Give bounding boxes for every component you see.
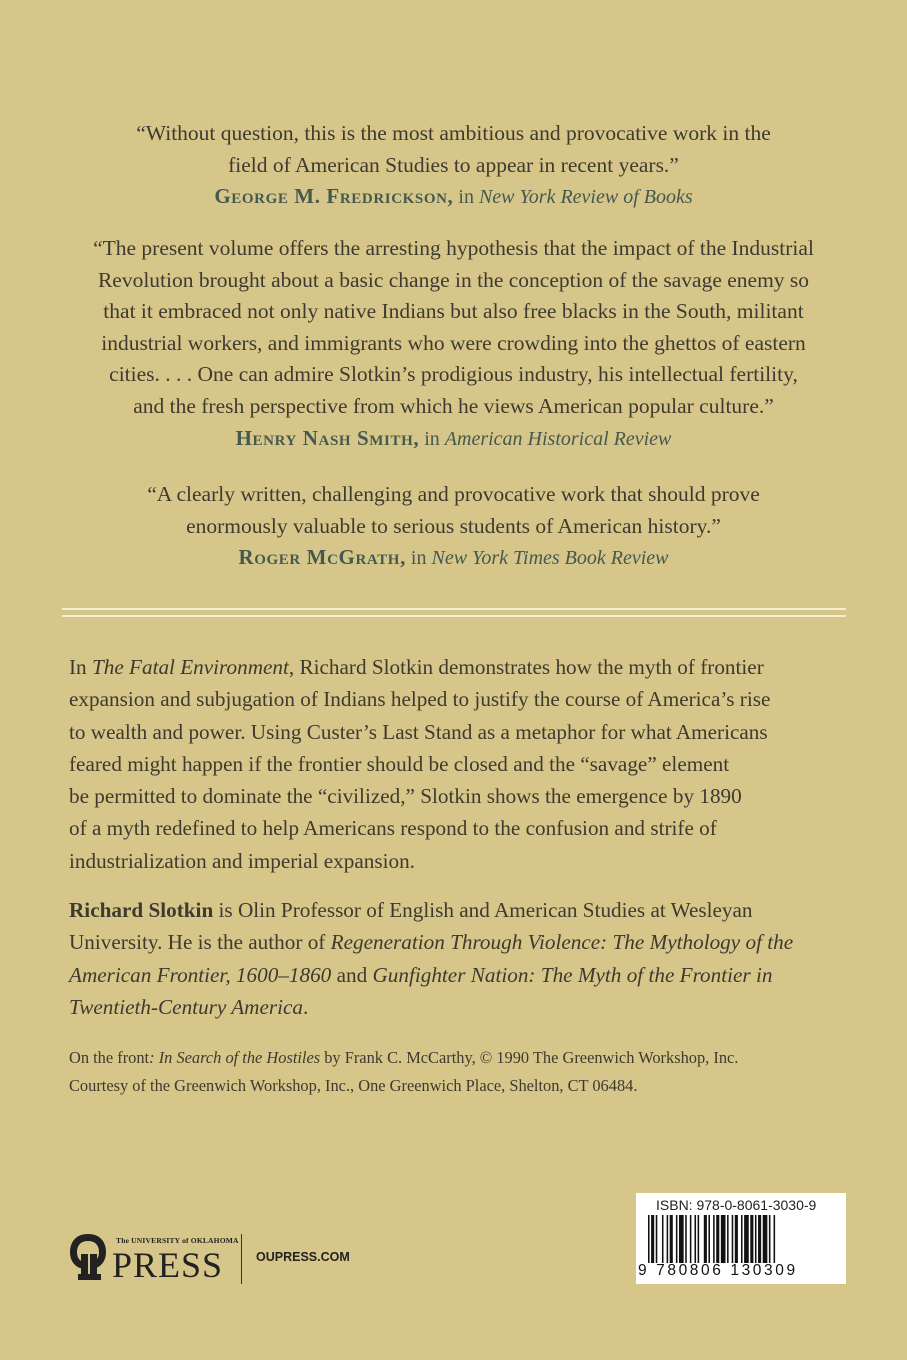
quote-attribution [60,423,847,456]
barcode-bar [763,1215,768,1263]
credit-rest: by Frank C. McCarthy, © 1990 The Greenwich Workshop, Inc. [320,1048,739,1067]
quote-line: Revolution brought about a basic change in the conception of the savage enemy so [97,267,810,292]
quote-line: field of American Studies to appear in recent years.” [228,152,679,177]
barcode-bar [648,1215,650,1263]
divider-rule [62,608,846,617]
barcode-digits: 9 780806 130309 [638,1262,798,1279]
barcode-bar [732,1215,734,1263]
credit-colon: : [149,1048,159,1067]
barcode-bar [698,1215,700,1263]
barcode-bar [735,1215,738,1263]
publisher-press: PRESS [112,1245,224,1285]
bio-text: University. He is the author of [69,930,331,955]
review-source: American Historical Review [444,427,672,450]
barcode-bar [679,1215,684,1263]
attribution-in: in [458,186,474,209]
barcode-bar [670,1215,673,1263]
logo-divider [241,1234,242,1284]
barcode-bar [716,1215,719,1263]
quote-attribution [60,181,847,214]
bio-line [69,959,844,991]
book-title: Gunfighter Nation: The Myth of the Frontier in [372,962,773,987]
barcode-bar [656,1215,658,1263]
quote-line: and the fresh perspective from which he views American popular culture.” [133,393,774,418]
isbn-barcode [636,1193,846,1284]
quote-line: enormously valuable to serious students of American history.” [186,513,721,538]
description-line: expansion and subjugation of Indians helped to justify the course of America’s rise [69,687,771,712]
ou-logo-icon [68,1232,112,1282]
description-line: of a myth redefined to help Americans respond to the confusion and strife of [69,816,717,841]
barcode-bar [695,1215,697,1263]
description-intro: In [69,655,87,679]
bio-line [69,926,844,958]
publisher-website: OUPRESS.COM [256,1250,350,1264]
author-name: Richard Slotkin [69,898,214,922]
barcode-bar [750,1215,753,1263]
barcode-bar [758,1215,761,1263]
quote-line: “The present volume offers the arresting hypothesis that the impact of the Industrial [93,236,814,260]
author-bio [69,894,844,1023]
book-title: Regeneration Through Violence: The Mythology of the [330,930,794,955]
artwork-title: In Search of the Hostiles [158,1048,321,1067]
barcode-bar [676,1215,678,1263]
attribution-in: in [410,547,427,570]
description-line: industrialization and imperial expansion. [69,848,415,873]
review-quote-1 [60,118,847,214]
review-source: New York Review of Books [478,186,693,209]
book-title: Twentieth-Century America [69,994,304,1019]
barcode-bar [708,1215,710,1263]
reviewer-name: Henry Nash Smith, [235,425,420,450]
publisher-university: The UNIVERSITY of OKLAHOMA [116,1236,239,1245]
quote-line: “A clearly written, challenging and provocative work that should prove [147,482,760,506]
quote-line: industrial workers, and immigrants who were crowding into the ghettos of eastern [101,330,806,355]
quote-attribution [60,542,847,575]
book-description [69,651,844,877]
attribution-in: in [424,427,440,450]
description-line: be permitted to dominate the “civilized,” Slotkin shows the emergence by 1890 [69,784,742,809]
barcode-bar [741,1215,743,1263]
review-quote-3 [60,479,847,575]
barcode-bar [667,1215,669,1263]
barcode-bar [713,1215,715,1263]
barcode-bar [774,1215,776,1263]
credit-line [69,1044,849,1072]
reviewer-name: Roger McGrath, [238,545,406,570]
barcode-bar [769,1215,771,1263]
barcode-bar [744,1215,749,1263]
credit-line: Courtesy of the Greenwich Workshop, Inc., One Greenwich Place, Shelton, CT 06484. [69,1076,638,1095]
bio-text: and [331,962,373,987]
bio-text: is Olin Professor of English and American Studies at Wesleyan [213,898,753,922]
description-line: to wealth and power. Using Custer’s Last Stand as a metaphor for what Americans [69,719,768,744]
bio-line [69,991,844,1023]
review-quote-2 [60,233,847,455]
description-line1-rest: , Richard Slotkin demonstrates how the myth of frontier [288,655,764,679]
bio-line [69,894,844,926]
cover-credit [69,1044,849,1100]
barcode-bar [651,1215,654,1263]
quote-line: “Without question, this is the most ambitious and provocative work in the [136,121,771,145]
barcode-bar [721,1215,726,1263]
review-source: New York Times Book Review [431,547,669,570]
barcode-bar [704,1215,707,1263]
description-line [69,651,844,683]
book-title: The Fatal Environment [91,655,289,679]
barcode-bars-icon [646,1215,838,1265]
barcode-bar [755,1215,757,1263]
reviewer-name: George M. Fredrickson, [214,184,454,209]
quote-line: that it embraced not only native Indians but also free blacks in the South, militant [103,299,804,324]
credit-prefix: On the front [69,1048,150,1067]
barcode-bar [685,1215,687,1263]
isbn-label: ISBN: 978-0-8061-3030-9 [656,1197,817,1213]
barcode-bar [662,1215,664,1263]
barcode-bar [690,1215,692,1263]
quote-line: cities. . . . One can admire Slotkin’s prodigious industry, his intellectual fertility, [109,362,798,387]
barcode-bar [727,1215,729,1263]
description-line: feared might happen if the frontier should be closed and the “savage” element [69,751,730,776]
bio-text: . [303,994,309,1019]
book-title: American Frontier, 1600–1860 [69,962,332,987]
